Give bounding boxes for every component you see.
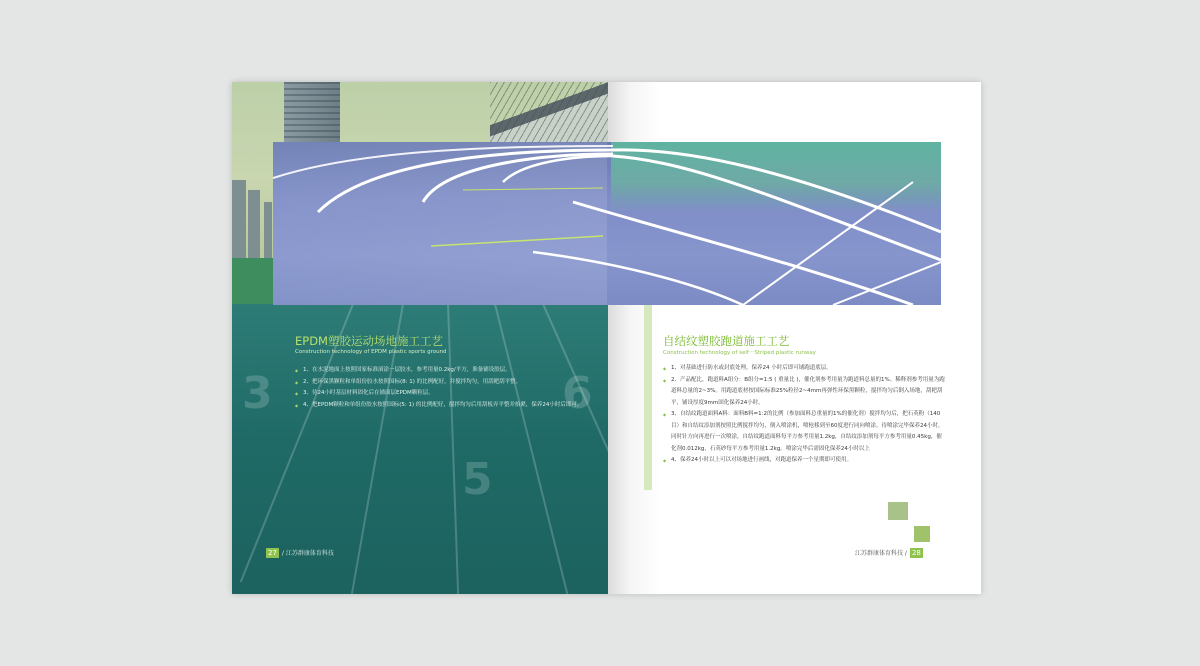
lane-number: 6 (562, 368, 593, 419)
decorative-square (914, 526, 930, 542)
running-track-photo (273, 142, 941, 305)
company-name: 江苏群康体育科技 / (855, 550, 907, 557)
list-item: ◆ 2、产品配比，跑道料A组分：B组分=1:5 ( 重量比 )，催化剂参考用量为跑道料总量的1%。稀释剂参考用量为跑道料总量的2~3%。用跑道底材按国际标准25%粒径2~4mm再弹性环保黑颗粒，搅拌均匀后倒入场地，刮耙刮平，铺设厚度9mm固化保养24小时。 (663, 375, 945, 410)
list-item: ◆ 4、保养24小时以上可以对场地进行画线，对跑道保养一个星期即可使用。 (663, 455, 945, 467)
lane-number: 3 (242, 368, 273, 419)
page-number: 28 (911, 549, 921, 557)
page-number: 27 (268, 549, 277, 557)
company-name: / 江苏群康体育科技 (281, 550, 334, 557)
list-item: ◆ 4、把EPDM颗粒和单组份胶水按照国标(5: 1) 的比例配好，搅拌均匀后用刮板弄平整并抬紧，保养24小时后即可。 (295, 400, 585, 412)
lane-line (447, 304, 459, 594)
list-item: ◆ 1、对基础进行防水或封底处理，保养24 小时后即可铺跑道底层。 (663, 363, 945, 375)
left-section-title: EPDM塑胶运动场地施工工艺 (295, 334, 443, 348)
lane-number: 5 (462, 454, 493, 505)
list-item: ◆ 3、待24小时基层材料固化后在铺面层EPDM颗粒层。 (295, 388, 585, 400)
brochure-spread (232, 82, 981, 594)
left-section-subtitle: Construction technology of EPDM plastic sports ground (295, 349, 447, 355)
list-item: ◆ 2、把环保黑颗粒和单组份胶水按照国标(8: 1) 的比例配好，并搅拌均匀，用刮耙刮平整。 (295, 377, 585, 389)
right-footer (855, 548, 923, 558)
right-section-title: 自结纹塑胶跑道施工工艺 (663, 334, 790, 348)
right-section-subtitle: Construction technology of self－Striped plastic runway (663, 350, 816, 356)
lane-line (494, 304, 569, 594)
list-item: ◆ 3、自结纹跑道面料A料：面料B料=1:2的比例（参加面料总重量的1%的催化剂）搅拌均匀后，把石英粉（140目）和自结纹添加剂按照比例搅拌均匀，倒入喷涂机，喷枪移到至60度进行同向喷涂。待喷涂完毕保养24小时，同时针方向再进行一次喷涂，自结纹跑道面料每平方参考用量1.2kg，自结纹添加剂每平方参考用量0.45kg，催化剂0.012kg，石英砂每平方参考用量1.2kg。喷涂完毕后需固化保养24小时以上 (663, 409, 945, 455)
decorative-square (888, 502, 908, 520)
list-item: ◆ 1、在水泥地面上按照国家标准滚涂一层胶水，参考用量0.2kg/平方，准备铺设胶层。 (295, 365, 585, 377)
left-footer (266, 548, 334, 558)
track-lines (273, 142, 941, 305)
left-process-list (295, 365, 585, 411)
right-process-list (663, 363, 945, 467)
